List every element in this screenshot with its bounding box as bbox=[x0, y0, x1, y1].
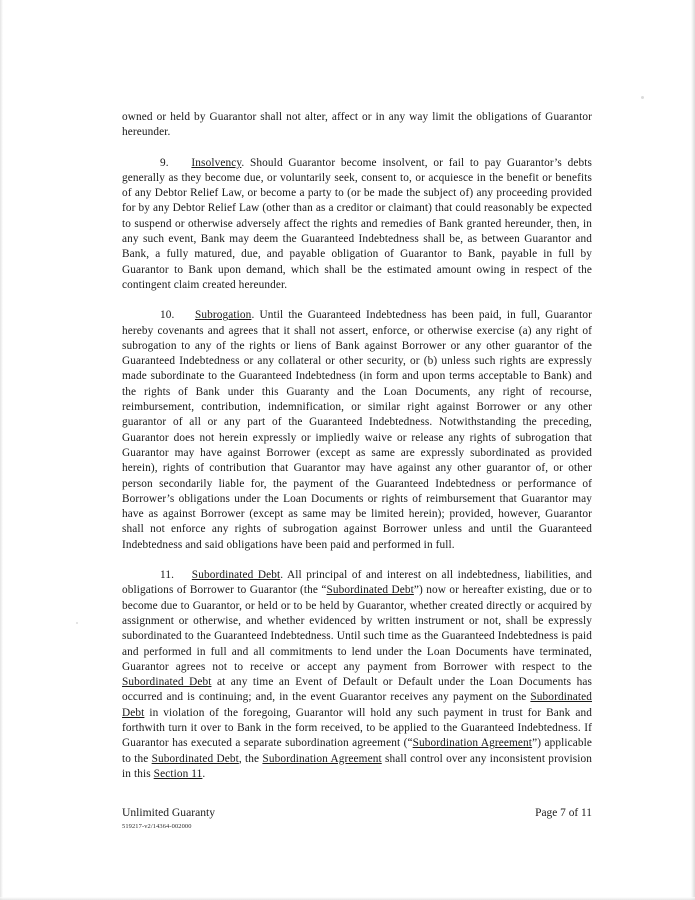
footer-document-id: 519217-v2/14364-002000 bbox=[122, 823, 192, 830]
defined-term: Subordination Agreement bbox=[262, 752, 382, 765]
section-number: 9. bbox=[160, 156, 169, 169]
section-number: 10. bbox=[160, 309, 175, 322]
paragraph-text: . Should Guarantor become insolvent, or fail to pay Guarantor’s debts generally as they become due, or voluntarily seek, consent to, or acquiesce in the benefit or benefits of any Debtor Relief Law, or become a party to (or be made the subject of) any proceeding provided for by any Debtor Relief Law (other than as a creditor or claimant) that could reasonably be expected to suspend or otherwise adversely affect the rights and remedies of Bank granted hereunder, then, in any such event, Bank may deem the Guaranteed Indebtedness shall be, as between Guarantor and Bank, a fully matured, due, and payable obligation of Guarantor to Bank, payable in full by Guarantor to Bank upon demand, which shall be the estimated amount owing in respect of the contingent claim created hereunder. bbox=[122, 156, 593, 291]
section-heading: Insolvency bbox=[191, 156, 242, 169]
page-footer bbox=[122, 806, 592, 846]
section-heading: Subrogation bbox=[194, 309, 252, 322]
footer-document-title: Unlimited Guaranty bbox=[122, 806, 216, 819]
defined-term: Subordinated Debt bbox=[151, 752, 239, 765]
page-edge-shadow-left bbox=[0, 0, 3, 900]
paragraph-text: . All principal of and interest on all indebtedness, liabilities, and obligations of Borrower to Guarantor (the “Subordinated Debt”) now or hereafter existing, due or to become due to Guarantor, or held or to be held by Guarantor, whether created directly or acquired by assignment or otherwise, and whether evidenced by written instrument or not, shall be expressly subordinated to the Guaranteed Indebtedness. Until such time as the Guaranteed Indebtedness is paid and performed in full and all commitments to lend under the Loan Documents have terminated, Guarantor agrees not to receive or accept any payment from Borrower with respect to the Subordinated Debt at any time an Event of Default or Default under the Loan Documents has occurred and is continuing; and, in the event Guarantor receives any payment on the Subordinated Debt in violation of the foregoing, Guarantor will hold any such payment in trust for Bank and forthwith turn it over to Bank in the form received, to be applied to the Guaranteed Indebtedness. If Guarantor has executed a separate subordination agreement (“Subordination Agreement”) applicable to the Subordinated Debt, the Subordination Agreement shall control over any inconsistent provision in this Section 11. bbox=[122, 569, 593, 780]
defined-term: Subordinated Debt bbox=[122, 691, 592, 719]
defined-term: Subordinated Debt bbox=[326, 584, 414, 597]
section-heading: Subordinated Debt bbox=[191, 569, 281, 582]
paragraph-section-10 bbox=[122, 308, 592, 553]
defined-term: Subordinated Debt bbox=[122, 676, 212, 689]
scan-speck bbox=[641, 96, 644, 99]
paragraph-section-11 bbox=[122, 568, 592, 782]
page-edge-shadow-right bbox=[691, 0, 695, 900]
section-number: 11. bbox=[160, 569, 175, 582]
paragraph-text: . Until the Guaranteed Indebtedness has been paid, in full, Guarantor hereby covenants and agrees that it shall not assert, enforce, or otherwise exercise (a) any right of subrogation to any of the rights or liens of Bank against Borrower or any other guarantor of the Guaranteed Indebtedness or any collateral or other security, or (b) unless such rights are expressly made subordinate to the Guaranteed Indebtedness (in form and upon terms acceptable to Bank) and the rights of Bank under this Guaranty and the Loan Documents, any right of recourse, reimbursement, contribution, indemnification, or similar right against Borrower or any other guarantor of all or any part of the Guaranteed Indebtedness. Notwithstanding the preceding, Guarantor does not herein expressly or impliedly waive or release any rights of subrogation that Guarantor may have against Borrower (except as same are expressly subordinated as provided herein), rights of contribution that Guarantor may have against any other guarantor of, or other person secondarily liable for, the payment of the Guaranteed Indebtedness or performance of Borrower’s obligations under the Loan Documents or rights of reimbursement that Guarantor may have as against Borrower (except as same may be limited herein); provided, however, Guarantor shall not enforce any rights of subrogation against Borrower unless and until the Guaranteed Indebtedness and said obligations have been paid and performed in full. bbox=[122, 309, 592, 551]
defined-term: Section 11 bbox=[153, 767, 203, 780]
footer-page-number: Page 7 of 11 bbox=[535, 807, 592, 819]
paragraph-section-9 bbox=[122, 156, 592, 294]
paragraph-text: owned or held by Guarantor shall not alter, affect or in any way limit the obligations of Guarantor hereunder. bbox=[122, 111, 592, 139]
paragraph-continued bbox=[122, 110, 592, 141]
scan-speck bbox=[76, 622, 78, 624]
document-body bbox=[122, 110, 592, 782]
defined-term: Subordination Agreement bbox=[412, 737, 533, 750]
